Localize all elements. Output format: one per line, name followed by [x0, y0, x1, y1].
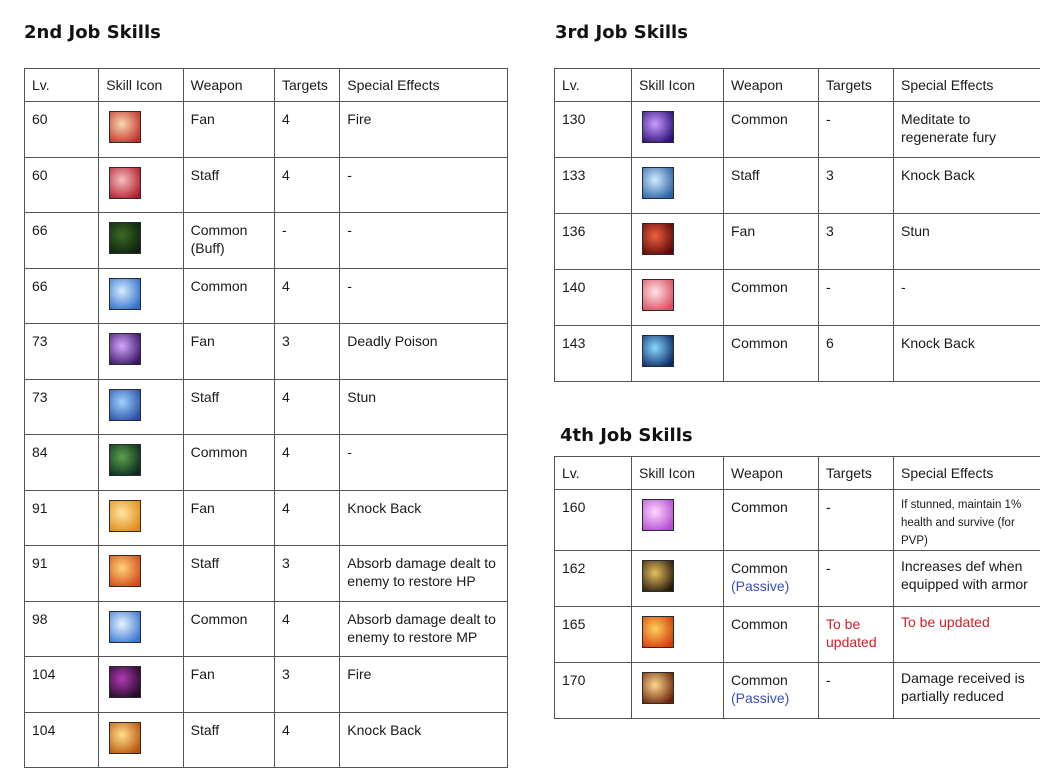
skill-weapon-cell — [724, 270, 819, 326]
column-header-special-effects: Special Effects — [894, 69, 1040, 102]
skill-weapon-note: (Passive) — [731, 578, 790, 594]
skill-weapon-cell — [724, 607, 819, 663]
skill-weapon-cell — [183, 601, 274, 657]
skill-weapon: Staff — [190, 388, 220, 405]
skills-table-4th-job — [554, 456, 1040, 719]
table-row — [555, 214, 1040, 270]
skill-targets: 3 — [275, 546, 340, 602]
skill-special-effect: Meditate to regenerate fury — [894, 102, 1040, 158]
skill-weapon-cell — [183, 712, 274, 768]
skill-icon-cell — [99, 268, 183, 324]
skill-level: 165 — [555, 607, 632, 663]
skill-weapon-note: (Passive) — [731, 690, 790, 706]
skill-icon-cell — [632, 158, 724, 214]
table-row — [555, 158, 1040, 214]
skills-table-3rd-job — [554, 68, 1040, 382]
skill-weapon: Staff — [190, 555, 220, 571]
skill-weapon: Common — [731, 111, 788, 127]
skill-level: 73 — [25, 379, 99, 435]
skill-special-effect: Damage received is partially reduced — [894, 663, 1040, 719]
skill-weapon-cell — [183, 324, 274, 380]
skill-icon-cell — [632, 326, 724, 382]
skill-targets: - — [275, 213, 340, 269]
skill-targets: 4 — [275, 379, 340, 435]
table-body — [25, 102, 508, 768]
skill-level: 143 — [555, 326, 632, 382]
skill-weapon: Common — [731, 499, 788, 515]
table-body — [555, 490, 1040, 719]
skill-weapon-cell — [183, 657, 274, 713]
skill-icon-cell — [632, 490, 724, 551]
table-row — [25, 213, 508, 269]
skill-level: 104 — [25, 712, 99, 768]
skill-targets: 4 — [275, 712, 340, 768]
column-header-special-effects: Special Effects — [894, 457, 1040, 490]
ice-knockback-icon — [642, 167, 674, 199]
skill-weapon: Fan — [731, 223, 756, 239]
skill-weapon-cell — [183, 379, 274, 435]
skill-weapon-cell — [724, 102, 819, 158]
skill-targets: 4 — [275, 435, 340, 491]
purple-poison-icon — [109, 333, 141, 365]
meditate-icon — [642, 111, 674, 143]
skill-weapon-cell — [724, 490, 819, 551]
skill-level: 140 — [555, 270, 632, 326]
flame-staff-icon — [109, 167, 141, 199]
skill-special-effect: Knock Back — [894, 326, 1040, 382]
skill-weapon-cell — [183, 102, 274, 158]
skill-level: 91 — [25, 490, 99, 546]
skill-targets: - — [819, 270, 894, 326]
skill-icon-cell — [632, 663, 724, 719]
skill-targets: - — [819, 663, 894, 719]
table-row — [555, 490, 1040, 551]
skill-special-effect: Stun — [894, 214, 1040, 270]
table-header-row — [555, 457, 1040, 490]
skill-icon-cell — [632, 102, 724, 158]
table-row — [25, 657, 508, 713]
skill-weapon: Fan — [190, 111, 215, 127]
skill-special-effect: - — [340, 213, 508, 269]
orange-absorb-icon — [109, 555, 141, 587]
table-header-row — [555, 69, 1040, 102]
skill-targets: - — [819, 551, 894, 607]
table-header-row — [25, 69, 508, 102]
table-body — [555, 102, 1040, 382]
skill-weapon: Staff — [190, 721, 220, 738]
table-row — [555, 607, 1040, 663]
table-row — [25, 379, 508, 435]
table-row — [555, 270, 1040, 326]
skill-icon-cell — [99, 435, 183, 491]
table-row — [25, 157, 508, 213]
column-header-level: Lv. — [25, 69, 99, 102]
column-header-skill-icon: Skill Icon — [632, 69, 724, 102]
skill-level: 162 — [555, 551, 632, 607]
pink-burst-icon — [642, 279, 674, 311]
skill-weapon: Common — [190, 444, 248, 460]
column-header-skill-icon: Skill Icon — [632, 457, 724, 490]
skill-weapon-note: (Buff) — [190, 240, 225, 256]
skill-level: 84 — [25, 435, 99, 491]
swirl-survive-icon — [642, 499, 674, 531]
skill-targets: 3 — [275, 324, 340, 380]
skill-weapon-cell — [724, 663, 819, 719]
flame-fan-icon — [109, 111, 141, 143]
skill-weapon: Common — [731, 560, 788, 576]
dark-fire-icon — [109, 666, 141, 698]
column-header-skill-icon: Skill Icon — [99, 69, 183, 102]
fire-burst-icon — [642, 616, 674, 648]
skill-weapon-cell — [724, 158, 819, 214]
column-header-special-effects: Special Effects — [340, 69, 508, 102]
column-header-weapon: Weapon — [183, 69, 274, 102]
ghost-absorb-icon — [109, 611, 141, 643]
skill-targets: To be updated — [819, 607, 894, 663]
skill-weapon: Common — [190, 610, 248, 627]
skill-weapon: Fan — [190, 499, 215, 516]
skill-icon-cell — [99, 546, 183, 602]
column-header-targets: Targets — [819, 69, 894, 102]
skill-weapon-cell — [724, 326, 819, 382]
table-row — [25, 268, 508, 324]
skill-icon-cell — [99, 657, 183, 713]
skill-icon-cell — [632, 270, 724, 326]
skill-icon-cell — [99, 102, 183, 158]
table-row — [25, 102, 508, 158]
skill-icon-cell — [632, 607, 724, 663]
skill-level: 91 — [25, 546, 99, 602]
skill-level: 170 — [555, 663, 632, 719]
green-eye-icon — [109, 444, 141, 476]
skill-level: 130 — [555, 102, 632, 158]
skill-level: 104 — [25, 657, 99, 713]
table-row — [555, 663, 1040, 719]
skill-targets: - — [819, 102, 894, 158]
skill-level: 136 — [555, 214, 632, 270]
skill-level: 98 — [25, 601, 99, 657]
skill-targets: 3 — [819, 214, 894, 270]
table-row — [25, 712, 508, 768]
skill-special-effect: Knock Back — [340, 712, 508, 768]
green-aura-icon — [109, 222, 141, 254]
skill-weapon: Staff — [190, 166, 220, 183]
skills-table-2nd-job — [24, 68, 508, 768]
skill-icon-cell — [99, 601, 183, 657]
blue-claw-icon — [642, 335, 674, 367]
skill-icon-cell — [632, 214, 724, 270]
skill-level: 60 — [25, 102, 99, 158]
skill-weapon: Fan — [190, 666, 215, 682]
blue-slash-icon — [109, 278, 141, 310]
skill-weapon: Common — [731, 279, 788, 295]
table-row — [25, 601, 508, 657]
skill-special-effect: Fire — [340, 102, 508, 158]
skill-weapon: Common — [731, 616, 788, 632]
table-row — [25, 435, 508, 491]
skill-special-effect: If stunned, maintain 1% health and survive (for PVP) — [894, 490, 1040, 551]
skill-weapon-cell — [183, 268, 274, 324]
skill-targets: 6 — [819, 326, 894, 382]
skill-targets: 4 — [275, 268, 340, 324]
column-header-weapon: Weapon — [724, 69, 819, 102]
table-row — [25, 324, 508, 380]
skill-level: 66 — [25, 268, 99, 324]
column-header-level: Lv. — [555, 69, 632, 102]
skill-special-effect: - — [340, 157, 508, 213]
skill-special-effect: - — [340, 435, 508, 491]
skill-icon-cell — [99, 157, 183, 213]
armor-defense-icon — [642, 560, 674, 592]
skill-weapon: Common — [731, 335, 788, 351]
skill-special-effect: Absorb damage dealt to enemy to restore HP — [340, 546, 508, 602]
section-title-4th-job: 4th Job Skills — [560, 425, 693, 446]
skill-weapon-cell — [724, 551, 819, 607]
skill-special-effect: Absorb damage dealt to enemy to restore MP — [340, 601, 508, 657]
gold-knockback-icon — [109, 500, 141, 532]
skill-weapon-cell — [183, 213, 274, 269]
skill-targets: 4 — [275, 601, 340, 657]
shield-aura-icon — [642, 672, 674, 704]
skill-icon-cell — [99, 712, 183, 768]
skill-weapon-cell — [183, 157, 274, 213]
skill-targets: - — [819, 490, 894, 551]
skill-special-effect: Knock Back — [894, 158, 1040, 214]
skill-targets: 3 — [819, 158, 894, 214]
column-header-targets: Targets — [275, 69, 340, 102]
skill-weapon: Fan — [190, 333, 215, 349]
skill-level: 133 — [555, 158, 632, 214]
skill-targets: 4 — [275, 157, 340, 213]
skill-level: 66 — [25, 213, 99, 269]
table-row — [25, 490, 508, 546]
skill-weapon-cell — [183, 490, 274, 546]
section-title-3rd-job: 3rd Job Skills — [555, 22, 688, 43]
skill-weapon: Common — [190, 277, 248, 294]
skill-level: 60 — [25, 157, 99, 213]
skill-special-effect: - — [894, 270, 1040, 326]
skill-targets: 3 — [275, 657, 340, 713]
skill-level: 160 — [555, 490, 632, 551]
table-row — [555, 326, 1040, 382]
skill-icon-cell — [99, 213, 183, 269]
skill-special-effect: Knock Back — [340, 490, 508, 546]
skill-weapon-cell — [183, 546, 274, 602]
column-header-level: Lv. — [555, 457, 632, 490]
skill-icon-cell — [99, 490, 183, 546]
skill-special-effect: Increases def when equipped with armor — [894, 551, 1040, 607]
skill-icon-cell — [632, 551, 724, 607]
skill-special-effect: Deadly Poison — [340, 324, 508, 380]
red-stun-icon — [642, 223, 674, 255]
skill-targets: 4 — [275, 102, 340, 158]
skill-weapon: Staff — [731, 167, 760, 183]
skill-special-effect: To be updated — [894, 607, 1040, 663]
skill-weapon: Common — [190, 222, 248, 238]
skill-targets: 4 — [275, 490, 340, 546]
blue-stun-icon — [109, 389, 141, 421]
table-row — [555, 551, 1040, 607]
skill-special-effect: Stun — [340, 379, 508, 435]
table-row — [25, 546, 508, 602]
column-header-weapon: Weapon — [724, 457, 819, 490]
skill-level: 73 — [25, 324, 99, 380]
skill-special-effect: - — [340, 268, 508, 324]
skill-icon-cell — [99, 324, 183, 380]
table-row — [555, 102, 1040, 158]
skill-weapon: Common — [731, 672, 788, 688]
skill-weapon-cell — [724, 214, 819, 270]
skill-weapon-cell — [183, 435, 274, 491]
column-header-targets: Targets — [819, 457, 894, 490]
skill-icon-cell — [99, 379, 183, 435]
section-title-2nd-job: 2nd Job Skills — [24, 22, 161, 43]
skill-special-effect: Fire — [340, 657, 508, 713]
gold-staff-icon — [109, 722, 141, 754]
